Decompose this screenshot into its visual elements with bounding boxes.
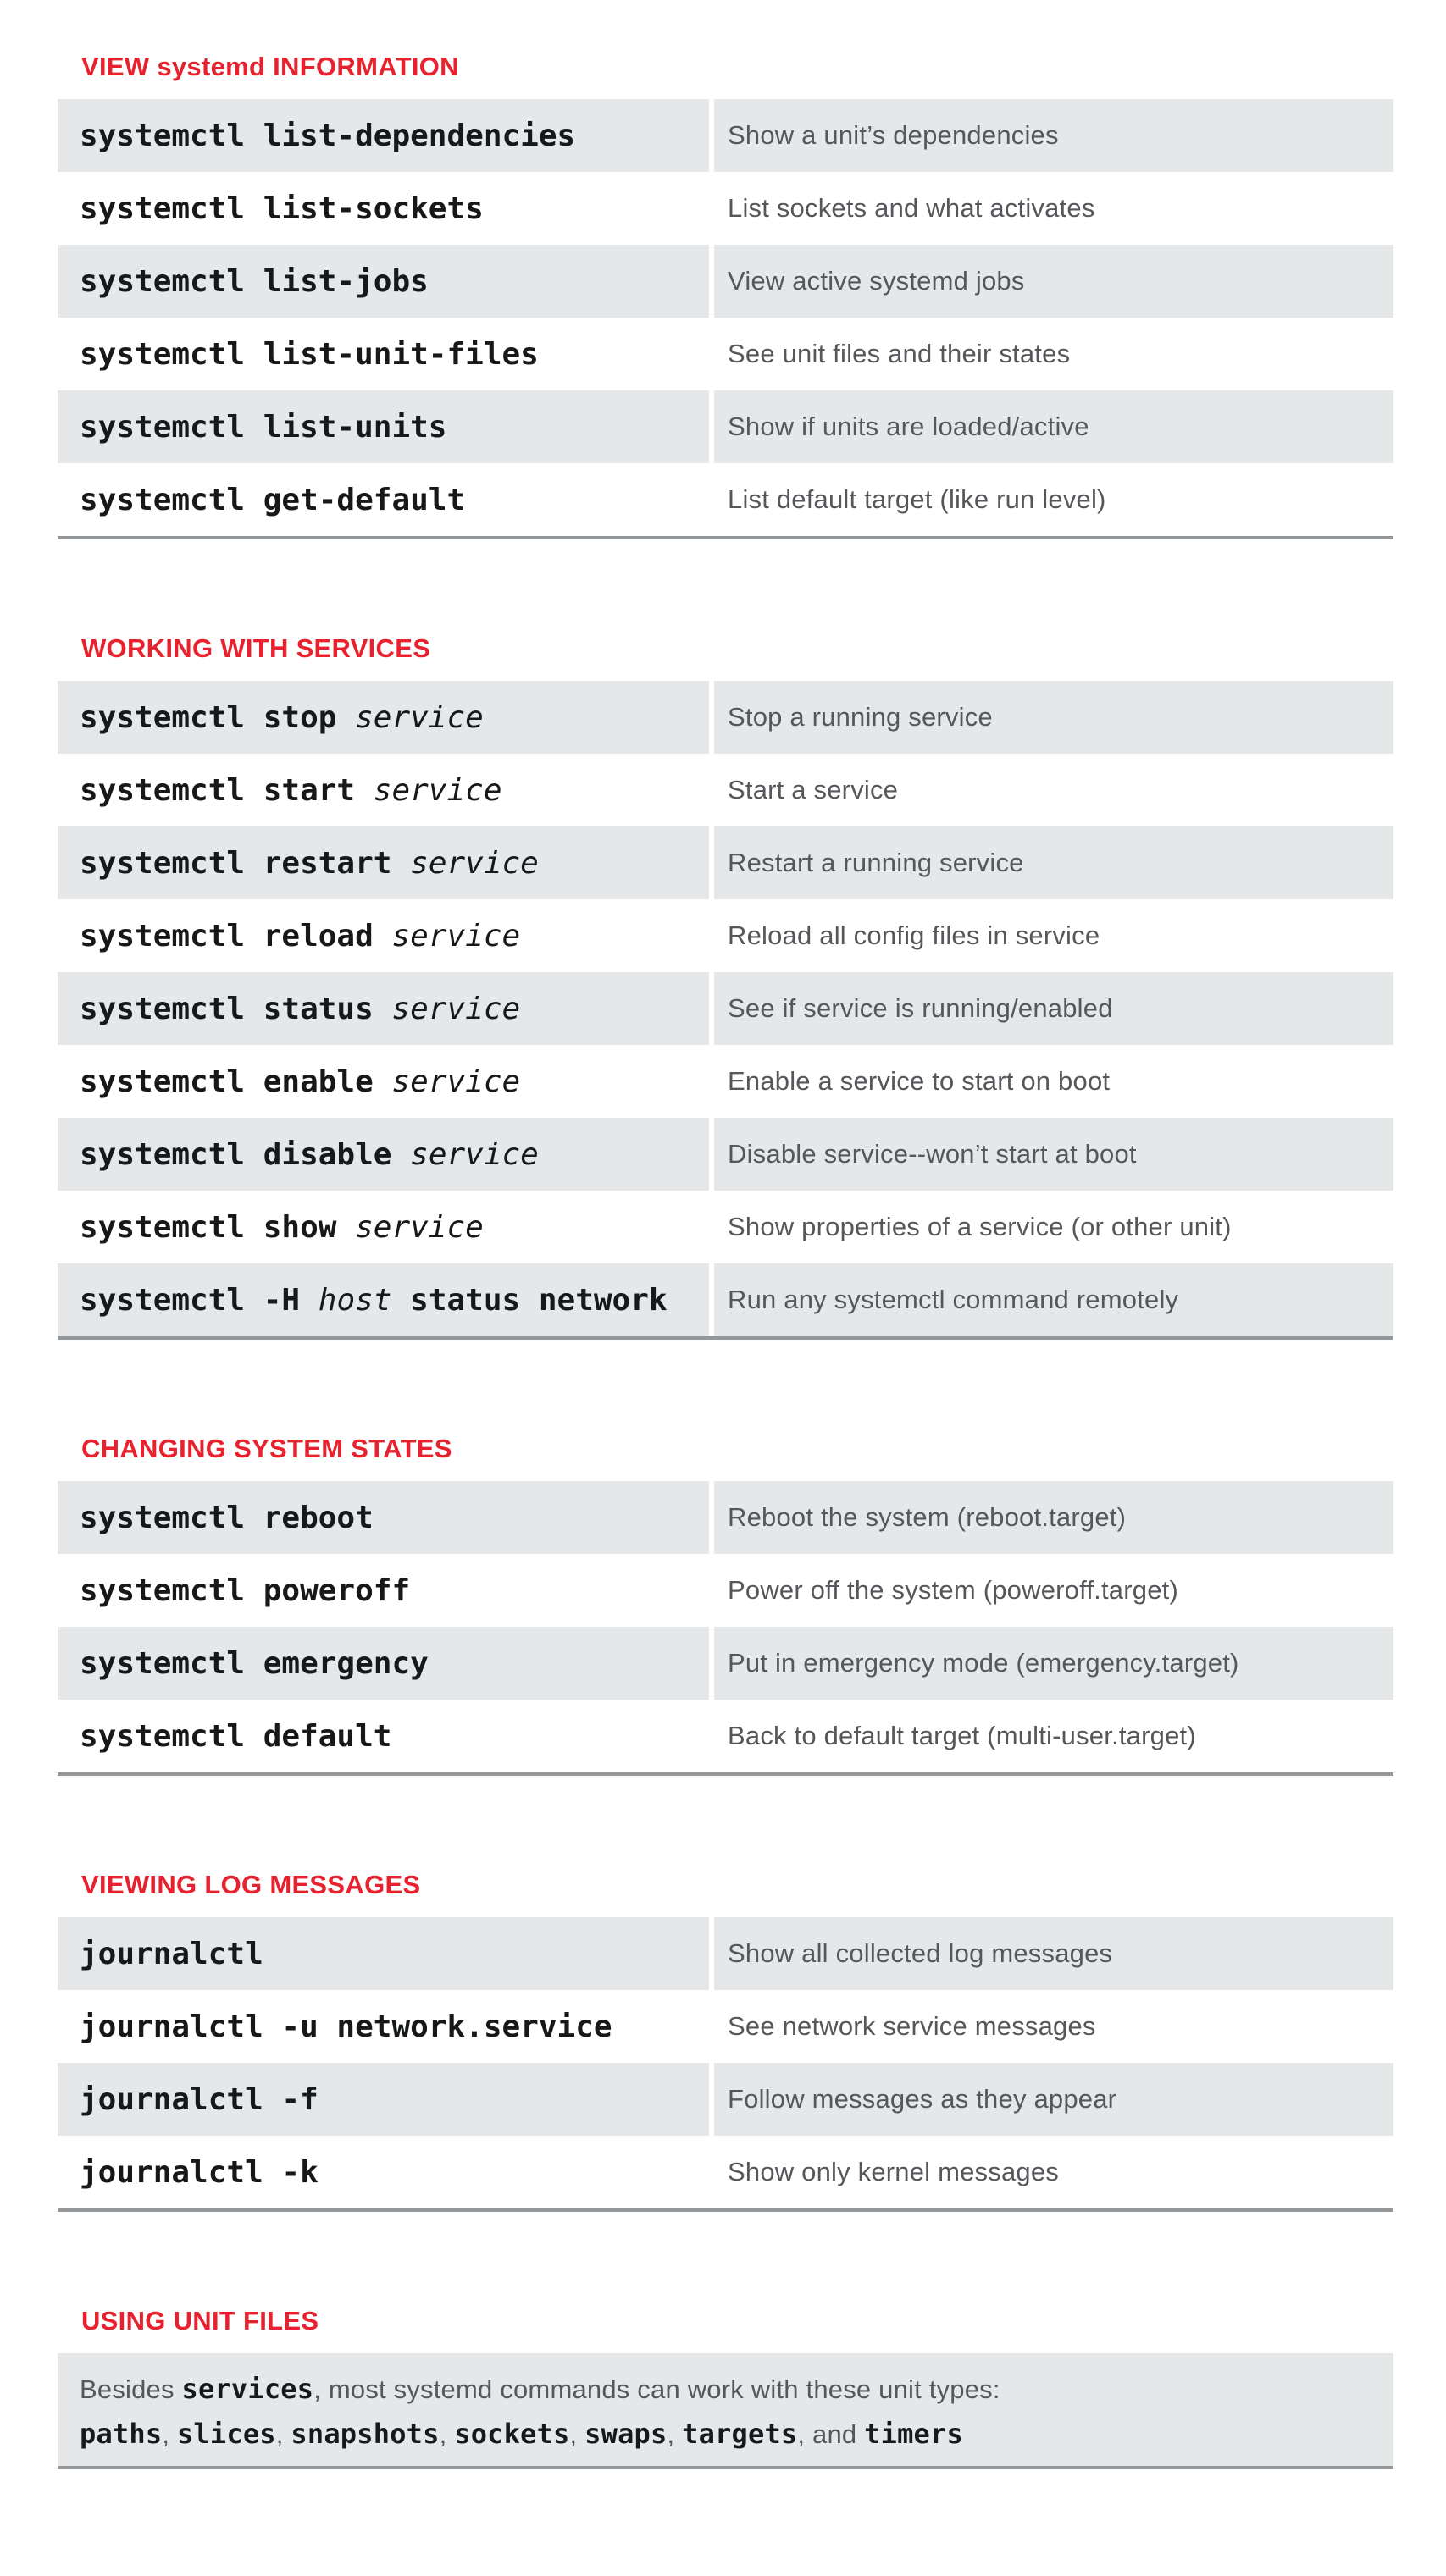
command-text: journalctl -u network.service — [80, 2009, 612, 2044]
command-text: journalctl — [80, 1936, 263, 1971]
unit-type-keyword: slices — [176, 2418, 276, 2450]
command-cell — [58, 1191, 709, 1263]
description-text: Enable a service to start on boot — [728, 1066, 1111, 1096]
description-cell — [714, 245, 1393, 318]
description-cell — [714, 1118, 1393, 1191]
command-cell — [58, 1481, 709, 1554]
description-cell — [714, 390, 1393, 463]
command-table — [58, 99, 1393, 536]
command-cell — [58, 826, 709, 899]
description-text: Back to default target (multi-user.target) — [728, 1721, 1196, 1750]
command-text: systemctl list-unit-files — [80, 336, 539, 372]
command-table — [58, 681, 1393, 1336]
command-text: systemctl get-default — [80, 482, 466, 517]
unit-type-keyword: timers — [864, 2418, 963, 2450]
command-text: systemctl reboot — [80, 1500, 374, 1535]
section-divider — [58, 2466, 1393, 2469]
table-row — [58, 318, 1393, 390]
command-text: journalctl -k — [80, 2154, 319, 2190]
description-text: View active systemd jobs — [728, 266, 1025, 296]
command-cell — [58, 681, 709, 754]
description-text: List default target (like run level) — [728, 484, 1106, 514]
cheatsheet-section — [58, 1434, 1393, 1776]
command-text: systemctl reload — [80, 918, 392, 954]
command-parameter: service — [391, 918, 521, 954]
command-text: systemctl list-sockets — [80, 191, 484, 226]
description-cell — [714, 681, 1393, 754]
cheatsheet-section — [58, 53, 1393, 539]
section-title: CHANGING SYSTEM STATES — [81, 1434, 452, 1463]
table-row — [58, 972, 1393, 1045]
note-text: , — [162, 2419, 177, 2449]
command-text: systemctl list-jobs — [80, 263, 429, 299]
table-row — [58, 1627, 1393, 1700]
command-cell — [58, 2063, 709, 2136]
unit-type-keyword: services — [181, 2373, 314, 2405]
command-text: systemctl stop — [80, 699, 356, 735]
section-title: VIEW systemd INFORMATION — [81, 52, 459, 81]
cheatsheet-section — [58, 1871, 1393, 2212]
command-text: systemctl list-dependencies — [80, 118, 576, 153]
command-text: systemctl show — [80, 1209, 356, 1245]
command-text: systemctl emergency — [80, 1645, 429, 1681]
command-cell — [58, 972, 709, 1045]
description-text: Show only kernel messages — [728, 2157, 1059, 2186]
table-row — [58, 754, 1393, 826]
description-cell — [714, 1990, 1393, 2063]
unit-types-note — [58, 2353, 1393, 2466]
command-cell — [58, 99, 709, 172]
description-cell — [714, 1700, 1393, 1772]
description-text: Show a unit’s dependencies — [728, 120, 1059, 150]
description-cell — [714, 754, 1393, 826]
description-cell — [714, 463, 1393, 536]
description-text: Start a service — [728, 775, 899, 804]
description-cell — [714, 172, 1393, 245]
section-divider — [58, 536, 1393, 539]
command-parameter: service — [410, 1136, 539, 1172]
note-line — [80, 2367, 1377, 2412]
description-text: Put in emergency mode (emergency.target) — [728, 1648, 1239, 1678]
table-row — [58, 2136, 1393, 2208]
description-cell — [714, 826, 1393, 899]
command-cell — [58, 1990, 709, 2063]
section-divider — [58, 1772, 1393, 1776]
description-text: List sockets and what activates — [728, 193, 1095, 223]
unit-type-keyword: targets — [682, 2418, 798, 2450]
command-cell — [58, 245, 709, 318]
description-text: Reload all config files in service — [728, 920, 1100, 950]
table-row — [58, 1481, 1393, 1554]
command-text: systemctl status — [80, 991, 392, 1026]
description-cell — [714, 99, 1393, 172]
note-line — [80, 2412, 1377, 2457]
unit-type-keyword: sockets — [454, 2418, 570, 2450]
command-text: journalctl -f — [80, 2081, 319, 2117]
table-row — [58, 1118, 1393, 1191]
table-row — [58, 899, 1393, 972]
note-text: , — [667, 2419, 683, 2449]
command-cell — [58, 318, 709, 390]
table-row — [58, 1263, 1393, 1336]
description-text: Restart a running service — [728, 848, 1024, 877]
table-row — [58, 245, 1393, 318]
description-cell — [714, 1263, 1393, 1336]
table-row — [58, 99, 1393, 172]
command-cell — [58, 1627, 709, 1700]
section-divider — [58, 1336, 1393, 1340]
note-text: , and — [797, 2419, 865, 2449]
table-row — [58, 463, 1393, 536]
command-text: systemctl default — [80, 1718, 392, 1754]
table-row — [58, 826, 1393, 899]
description-text: See if service is running/enabled — [728, 993, 1113, 1023]
command-parameter: service — [410, 845, 539, 881]
note-text: , — [439, 2419, 455, 2449]
command-text: systemctl poweroff — [80, 1573, 411, 1608]
command-text: systemctl list-units — [80, 409, 447, 445]
command-cell — [58, 1263, 709, 1336]
section-title: WORKING WITH SERVICES — [81, 633, 431, 663]
description-text: See network service messages — [728, 2011, 1096, 2041]
description-cell — [714, 2136, 1393, 2208]
description-text: Follow messages as they appear — [728, 2084, 1117, 2114]
table-row — [58, 2063, 1393, 2136]
command-text: systemctl -H — [80, 1282, 319, 1318]
note-text: , — [275, 2419, 291, 2449]
description-cell — [714, 1045, 1393, 1118]
description-text: Stop a running service — [728, 702, 993, 732]
cheatsheet-section — [58, 2307, 1393, 2469]
command-cell — [58, 1700, 709, 1772]
command-text: systemctl restart — [80, 845, 411, 881]
table-row — [58, 390, 1393, 463]
note-text: , most systemd commands can work with these unit types: — [313, 2374, 1000, 2404]
command-parameter: host — [318, 1282, 392, 1318]
command-parameter: service — [373, 772, 502, 808]
description-cell — [714, 1554, 1393, 1627]
command-parameter: service — [391, 1064, 521, 1099]
description-cell — [714, 1191, 1393, 1263]
table-row — [58, 1917, 1393, 1990]
section-title: VIEWING LOG MESSAGES — [81, 1870, 421, 1899]
command-table — [58, 1917, 1393, 2208]
unit-type-keyword: swaps — [584, 2418, 668, 2450]
unit-type-keyword: paths — [80, 2418, 163, 2450]
description-cell — [714, 318, 1393, 390]
table-row — [58, 1990, 1393, 2063]
command-cell — [58, 172, 709, 245]
command-text: systemctl enable — [80, 1064, 392, 1099]
command-parameter: service — [355, 699, 484, 735]
description-text: Show properties of a service (or other unit) — [728, 1212, 1232, 1241]
table-row — [58, 1700, 1393, 1772]
command-cell — [58, 1917, 709, 1990]
section-divider — [58, 2208, 1393, 2212]
table-row — [58, 1554, 1393, 1627]
description-cell — [714, 1917, 1393, 1990]
command-parameter: service — [355, 1209, 484, 1245]
command-cell — [58, 1554, 709, 1627]
description-text: See unit files and their states — [728, 339, 1071, 368]
command-cell — [58, 754, 709, 826]
command-table — [58, 1481, 1393, 1772]
description-cell — [714, 972, 1393, 1045]
description-text: Run any systemctl command remotely — [728, 1285, 1179, 1314]
description-text: Show all collected log messages — [728, 1938, 1113, 1968]
section-title: USING UNIT FILES — [81, 2306, 319, 2336]
note-text: Besides — [80, 2374, 182, 2404]
command-cell — [58, 899, 709, 972]
cheatsheet — [58, 53, 1393, 2469]
table-row — [58, 1045, 1393, 1118]
command-parameter: service — [391, 991, 521, 1026]
command-text: systemctl start — [80, 772, 374, 808]
command-text: systemctl disable — [80, 1136, 411, 1172]
description-text: Disable service--won’t start at boot — [728, 1139, 1137, 1169]
description-text: Reboot the system (reboot.target) — [728, 1502, 1127, 1532]
description-cell — [714, 1627, 1393, 1700]
note-text: , — [569, 2419, 585, 2449]
command-cell — [58, 390, 709, 463]
command-text: status network — [391, 1282, 668, 1318]
table-row — [58, 681, 1393, 754]
cheatsheet-section — [58, 634, 1393, 1340]
table-row — [58, 172, 1393, 245]
description-text: Show if units are loaded/active — [728, 412, 1089, 441]
unit-type-keyword: snapshots — [291, 2418, 440, 2450]
table-row — [58, 1191, 1393, 1263]
command-table — [58, 2353, 1393, 2466]
command-cell — [58, 463, 709, 536]
description-cell — [714, 2063, 1393, 2136]
command-cell — [58, 1118, 709, 1191]
description-cell — [714, 1481, 1393, 1554]
command-cell — [58, 1045, 709, 1118]
command-cell — [58, 2136, 709, 2208]
description-text: Power off the system (poweroff.target) — [728, 1575, 1178, 1605]
description-cell — [714, 899, 1393, 972]
